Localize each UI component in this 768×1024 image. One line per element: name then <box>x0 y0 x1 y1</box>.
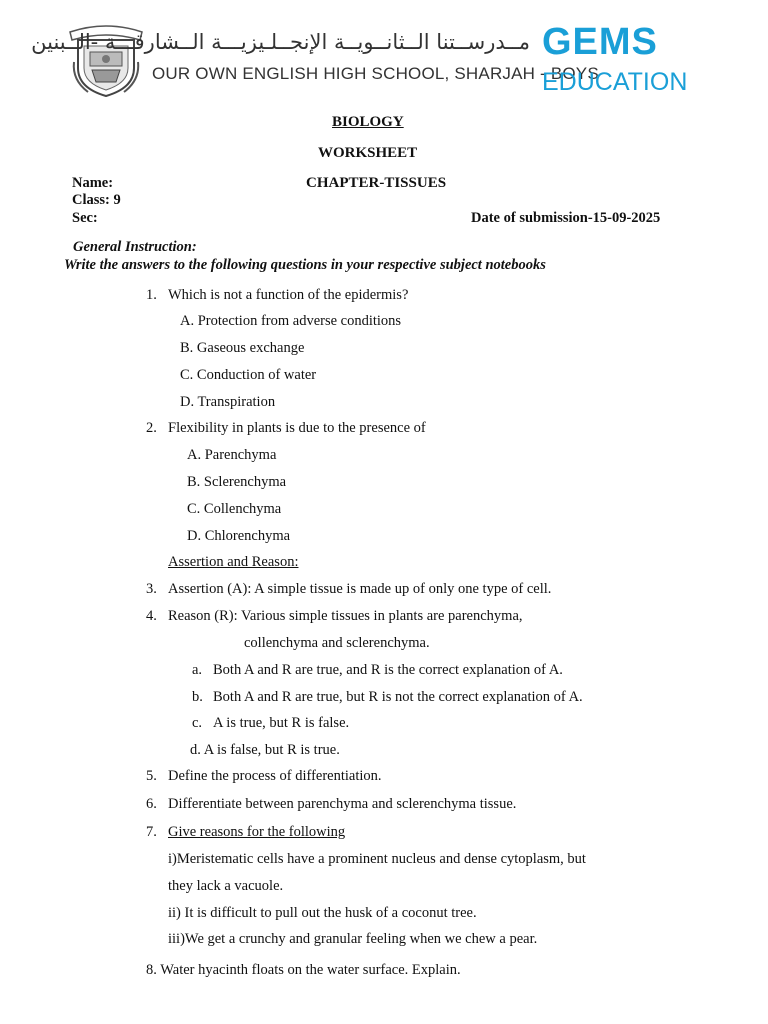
sec-label: Sec: <box>72 210 98 226</box>
question-7-part-2: ii) It is difficult to pull out the husk of a coconut tree. <box>168 905 477 921</box>
question-4-option-c: A is true, but R is false. <box>213 715 350 731</box>
question-2-option-a: A. Parenchyma <box>187 447 277 463</box>
submission-date: Date of submission-15-09-2025 <box>471 210 661 226</box>
question-1-text: Which is not a function of the epidermis? <box>168 287 409 303</box>
question-7-part-3: iii)We get a crunchy and granular feeling when we chew a pear. <box>168 931 538 947</box>
question-2-option-c: C. Collenchyma <box>187 501 282 517</box>
question-1-option-b: B. Gaseous exchange <box>180 340 305 356</box>
question-7-text: Give reasons for the following <box>168 824 346 840</box>
assertion-reason-heading: Assertion and Reason: <box>168 554 299 570</box>
question-1-number: 1. <box>146 287 157 303</box>
question-7-part-1: i)Meristematic cells have a prominent nucleus and dense cytoplasm, but <box>168 851 586 867</box>
school-name-arabic: مــدرســتنا الــثانــويــة الإنجــلـيزيـــة الــشارقـــة -الــبنين <box>31 30 530 54</box>
question-5-number: 5. <box>146 768 157 784</box>
school-name-english: OUR OWN ENGLISH HIGH SCHOOL, SHARJAH - BOYS <box>152 64 599 83</box>
question-1-option-a: A. Protection from adverse conditions <box>180 313 402 329</box>
name-label: Name: <box>72 175 114 191</box>
question-4-text-line1: Reason (R): Various simple tissues in plants are parenchyma, <box>168 608 523 624</box>
question-4-option-b-letter: b. <box>192 689 203 705</box>
subject-title: BIOLOGY <box>332 114 404 130</box>
question-4-option-a-letter: a. <box>192 662 203 678</box>
question-8-text: 8. Water hyacinth floats on the water surface. Explain. <box>146 962 461 978</box>
question-2-option-d: D. Chlorenchyma <box>187 528 291 544</box>
question-6-number: 6. <box>146 796 157 812</box>
question-7-part-1-cont: they lack a vacuole. <box>168 878 284 894</box>
question-7-number: 7. <box>146 824 157 840</box>
question-5-text: Define the process of differentiation. <box>168 768 382 784</box>
question-3-text: Assertion (A): A simple tissue is made up of only one type of cell. <box>168 581 552 597</box>
gems-brand-top: GEMS <box>542 21 658 63</box>
instruction-heading: General Instruction: <box>73 239 197 255</box>
question-2-number: 2. <box>146 420 157 436</box>
question-4-option-d: d. A is false, but R is true. <box>190 742 340 758</box>
question-4-option-b: Both A and R are true, but R is not the correct explanation of A. <box>213 689 583 705</box>
worksheet-title: WORKSHEET <box>318 145 418 161</box>
instruction-text: Write the answers to the following questions in your respective subject notebooks <box>64 257 546 273</box>
question-4-option-c-letter: c. <box>192 715 203 731</box>
question-4-number: 4. <box>146 608 157 624</box>
question-3-number: 3. <box>146 581 157 597</box>
question-1-option-d: D. Transpiration <box>180 394 276 410</box>
question-2-option-b: B. Sclerenchyma <box>187 474 287 490</box>
question-1-option-c: C. Conduction of water <box>180 367 317 383</box>
question-2-text: Flexibility in plants is due to the presence of <box>168 420 426 436</box>
chapter-title: CHAPTER-TISSUES <box>306 175 447 191</box>
gems-brand-bottom: EDUCATION <box>542 68 688 96</box>
question-4-option-a: Both A and R are true, and R is the correct explanation of A. <box>213 662 563 678</box>
question-4-text-line2: collenchyma and sclerenchyma. <box>244 635 430 651</box>
question-6-text: Differentiate between parenchyma and sclerenchyma tissue. <box>168 796 517 812</box>
class-label: Class: 9 <box>72 192 121 208</box>
